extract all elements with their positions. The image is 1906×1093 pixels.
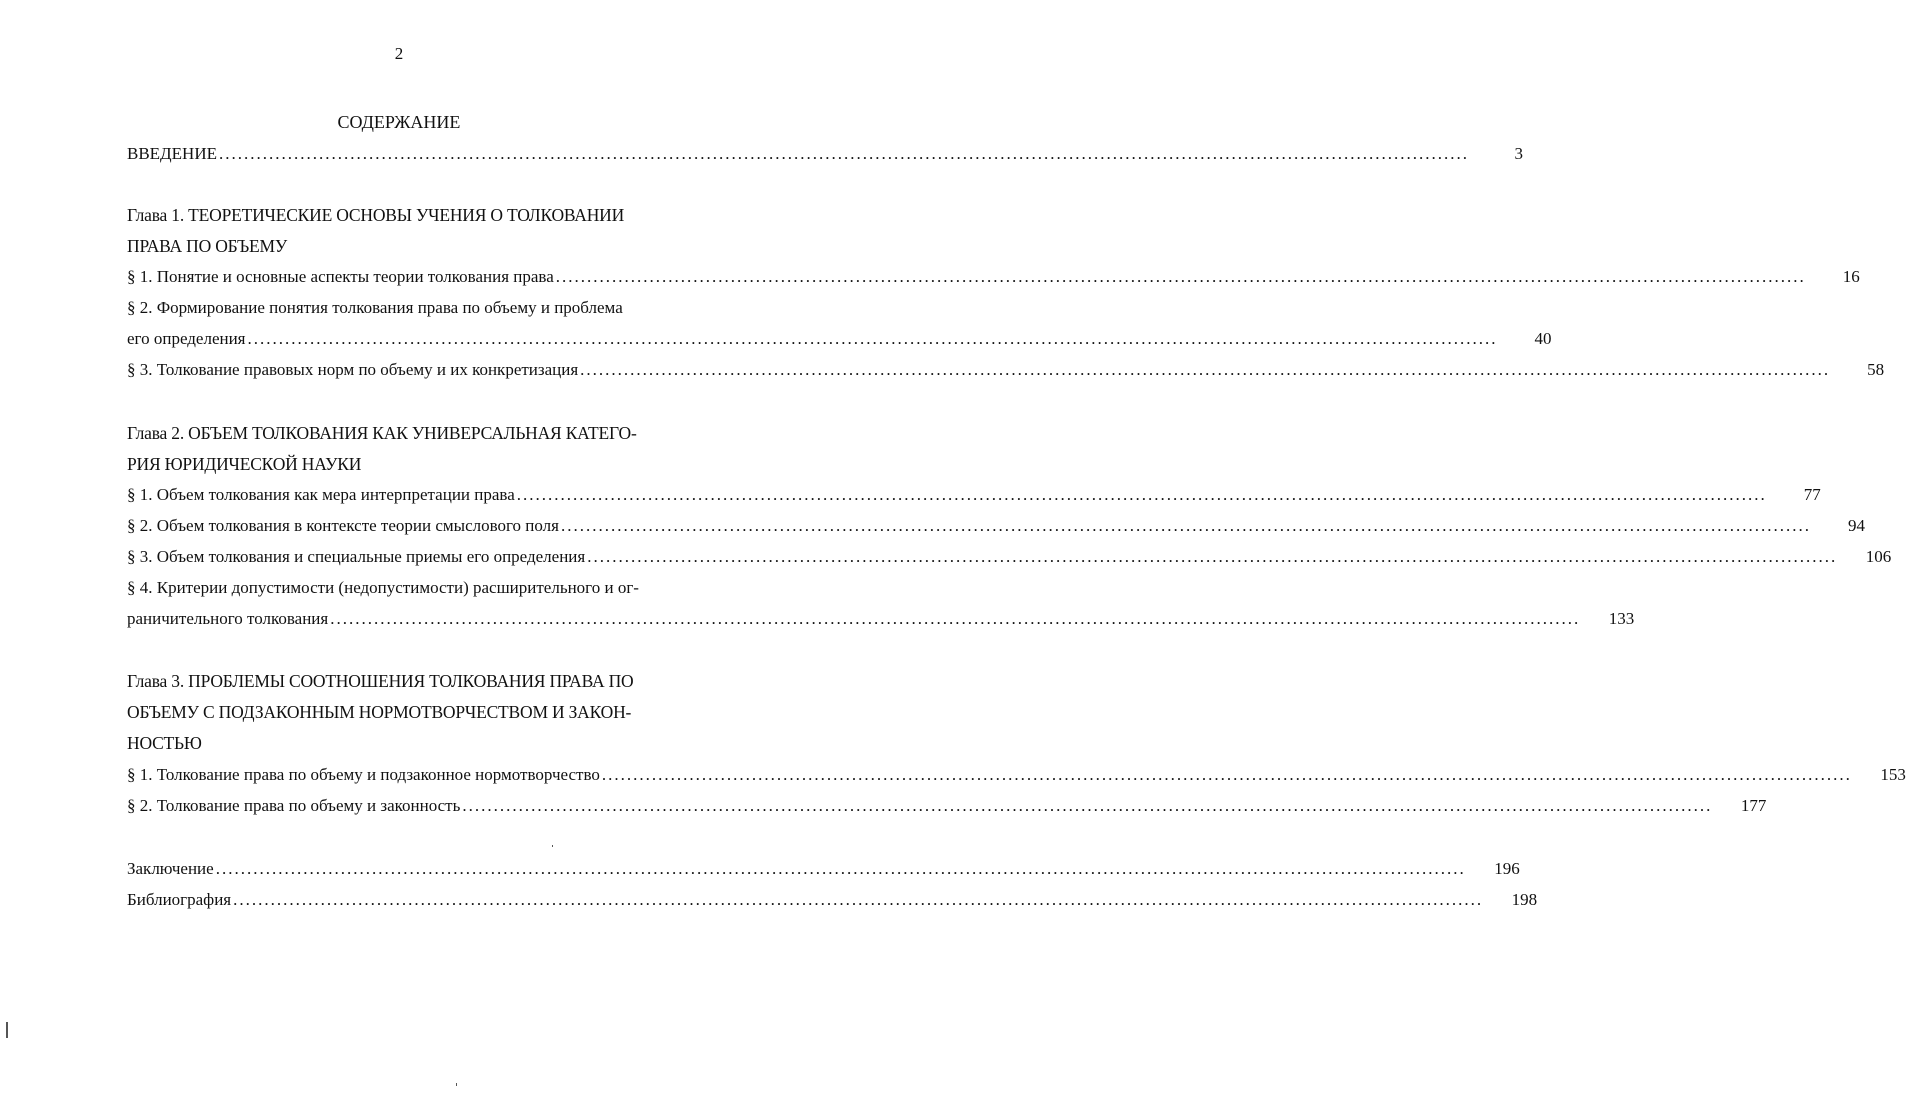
toc-entry-ch2-s4-line-1: § 4. Критерии допустимости (недопустимости) расширительного и ог-	[127, 578, 639, 597]
toc-entry-label: Заключение	[127, 859, 214, 878]
toc-page-number: 106	[1865, 547, 1892, 566]
toc-entry-ch3-s1	[127, 764, 1906, 786]
chapter-3-heading-line-3: НОСТЬЮ	[127, 733, 202, 753]
toc-entry-ch3-s2	[127, 795, 1767, 817]
toc-entry-bibliography	[127, 889, 1538, 911]
chapter-2-heading-line-1: Глава 2. ОБЪЕМ ТОЛКОВАНИЯ КАК УНИВЕРСАЛЬНАЯ КАТЕГО-	[127, 423, 637, 443]
toc-leader-dots: ........................................................................................................................................................................................................	[587, 547, 1838, 566]
toc-title: СОДЕРЖАНИЕ	[337, 112, 461, 132]
toc-entry-label: § 1. Объем толкования как мера интерпретации права	[127, 485, 515, 504]
toc-entry-conclusion	[127, 858, 1520, 880]
toc-page-number: 153	[1880, 765, 1906, 784]
toc-leader-dots: ........................................................................................................................................................................................................	[462, 796, 1713, 815]
scan-mark	[6, 1022, 8, 1038]
chapter-1-heading-line-1: Глава 1. ТЕОРЕТИЧЕСКИЕ ОСНОВЫ УЧЕНИЯ О ТОЛКОВАНИИ	[127, 205, 625, 225]
toc-entry-introduction	[127, 143, 1523, 165]
toc-entry-label: раничительного толкования	[127, 609, 329, 628]
chapter-3-heading-line-1: Глава 3. ПРОБЛЕМЫ СООТНОШЕНИЯ ТОЛКОВАНИЯ ПРАВА ПО	[127, 671, 634, 691]
toc-entry-label: § 2. Объем толкования в контексте теории смыслового поля	[127, 516, 559, 535]
page-number: 2	[394, 44, 404, 63]
toc-entry-ch1-s1	[127, 266, 1860, 288]
toc-leader-dots: ........................................................................................................................................................................................................	[218, 144, 1469, 163]
chapter-1-heading-line-2: ПРАВА ПО ОБЪЕМУ	[127, 236, 288, 256]
toc-entry-label: § 1. Толкование права по объему и подзаконное нормотворчество	[127, 765, 600, 784]
toc-leader-dots: ........................................................................................................................................................................................................	[247, 329, 1498, 348]
toc-leader-dots: ........................................................................................................................................................................................................	[516, 485, 1767, 504]
toc-entry-ch2-s1	[127, 484, 1821, 506]
toc-entry-label: ВВЕДЕНИЕ	[127, 144, 217, 163]
scan-mark	[552, 845, 553, 847]
toc-entry-label: § 2. Толкование права по объему и законность	[127, 796, 461, 815]
toc-page-number: 198	[1511, 890, 1538, 909]
toc-page-number: 3	[1514, 144, 1523, 163]
toc-leader-dots: ........................................................................................................................................................................................................	[555, 267, 1806, 286]
toc-entry-ch1-s3	[127, 359, 1885, 381]
toc-entry-label: § 3. Объем толкования и специальные приемы его определения	[127, 547, 586, 566]
chapter-2-heading-line-2: РИЯ ЮРИДИЧЕСКОЙ НАУКИ	[127, 454, 362, 474]
toc-page-number: 177	[1740, 796, 1767, 815]
toc-entry-ch2-s4	[127, 608, 1635, 630]
toc-leader-dots: ........................................................................................................................................................................................................	[215, 859, 1466, 878]
toc-page-number: 94	[1847, 516, 1865, 535]
toc-entry-label: § 3. Толкование правовых норм по объему и их конкретизация	[127, 360, 579, 379]
toc-leader-dots: ........................................................................................................................................................................................................	[580, 360, 1831, 379]
toc-page-number: 58	[1867, 360, 1885, 379]
toc-leader-dots: ........................................................................................................................................................................................................	[560, 516, 1811, 535]
toc-entry-label: § 1. Понятие и основные аспекты теории толкования права	[127, 267, 554, 286]
toc-entry-ch1-s2-line-1: § 2. Формирование понятия толкования права по объему и проблема	[127, 298, 623, 317]
toc-page-number: 77	[1803, 485, 1821, 504]
toc-page-number: 40	[1534, 329, 1552, 348]
toc-entry-ch2-s2	[127, 515, 1865, 537]
toc-leader-dots: ........................................................................................................................................................................................................	[233, 890, 1484, 909]
toc-entry-label: его определения	[127, 329, 246, 348]
toc-leader-dots: ........................................................................................................................................................................................................	[330, 609, 1581, 628]
chapter-3-heading-line-2: ОБЪЕМУ С ПОДЗАКОННЫМ НОРМОТВОРЧЕСТВОМ И ЗАКОН-	[127, 702, 632, 722]
toc-leader-dots: ........................................................................................................................................................................................................	[601, 765, 1852, 784]
toc-page-number: 196	[1494, 859, 1520, 878]
toc-page-number: 133	[1608, 609, 1635, 628]
toc-entry-label: Библиография	[127, 890, 232, 909]
toc-entry-ch2-s3	[127, 546, 1892, 568]
toc-entry-ch1-s2	[127, 328, 1552, 350]
toc-page-number: 16	[1842, 267, 1860, 286]
scan-mark	[456, 1083, 457, 1086]
